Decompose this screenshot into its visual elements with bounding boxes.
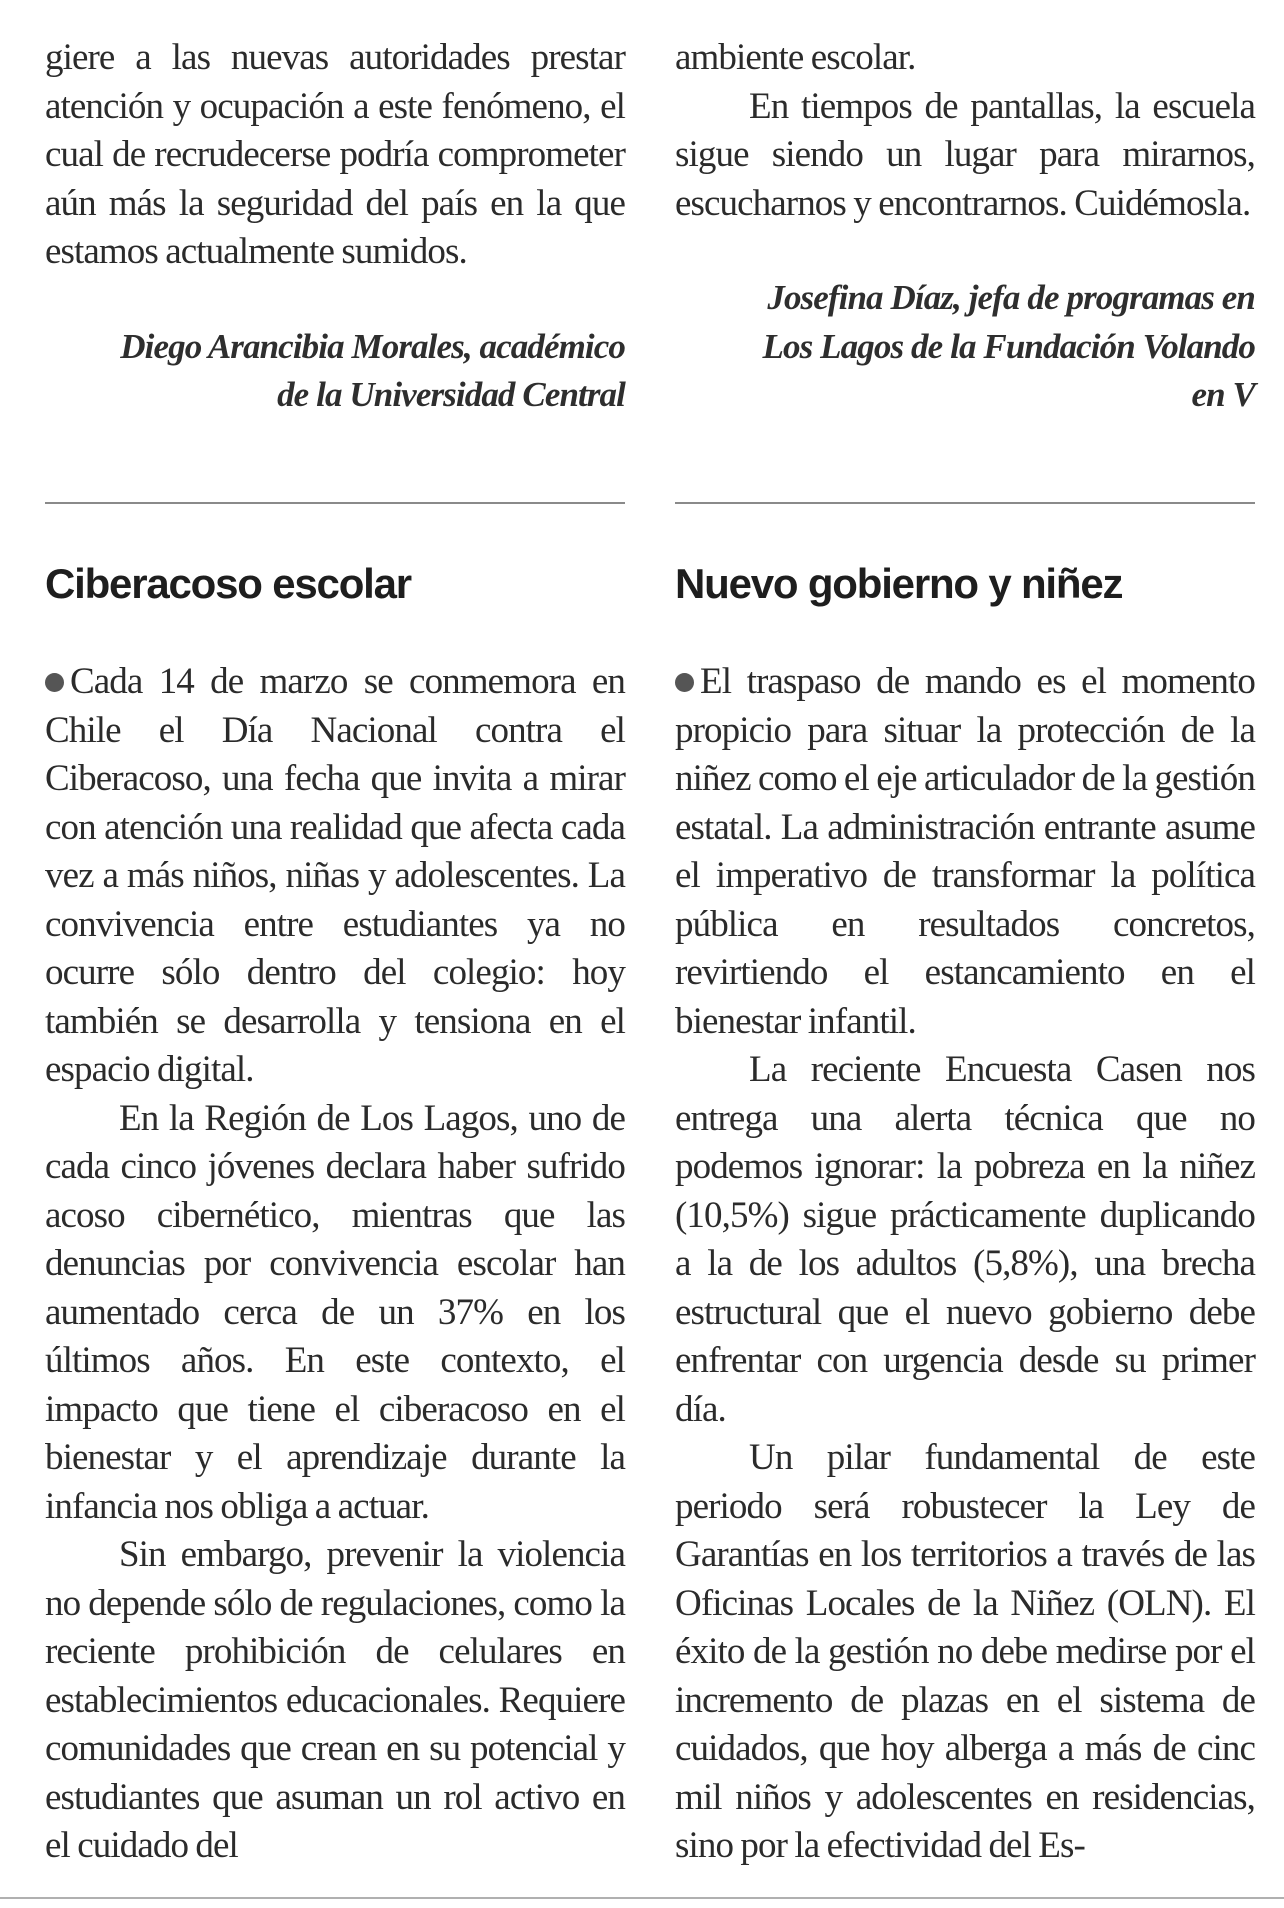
article-paragraph: En la Región de Los Lagos, uno de cada cinco jóvenes declara haber sufrido acoso cibernético, mientras que las denuncias por convivencia escolar han aumentado cerca de un 37% en los últimos años. En este contexto, el impacto que tiene el ciberacoso en el bienestar y el aprendizaje durante la infancia nos obliga a actuar. xyxy=(45,1097,625,1527)
section-divider-left xyxy=(45,502,625,504)
article-ciberacoso xyxy=(45,658,625,1871)
article-paragraph xyxy=(45,658,625,1095)
article-paragraph xyxy=(675,658,1255,1046)
signature-left-line2: de la Universidad Central xyxy=(277,375,625,414)
signature-right-line3: en V xyxy=(1191,375,1255,414)
previous-letter-left xyxy=(45,34,625,420)
article-paragraph-text: Cada 14 de marzo se conmemora en Chile el Día Nacional contra el Ciberacoso, una fecha que invita a mirar con atención una realidad que afecta cada vez a más niños, niñas y adolescentes. La convivencia entre estudiantes ya no ocurre sólo dentro del colegio: hoy también se desarrolla y tensiona en el espacio digital. xyxy=(45,661,625,1090)
page-bottom-border xyxy=(0,1897,1284,1899)
bullet-icon xyxy=(45,673,64,692)
previous-letter-right-paragraph: ambiente escolar. xyxy=(675,37,916,78)
section-divider-right xyxy=(675,502,1255,504)
article-paragraph: La reciente Encuesta Casen nos entrega una alerta técnica que no podemos ignorar: la pobreza en la niñez (10,5%) sigue prácticamente duplicando a la de los adultos (5,8%), una brecha estructural que el nuevo gobierno debe enfrentar con urgencia desde su primer día. xyxy=(675,1049,1255,1430)
previous-letter-right-paragraph: En tiempos de pantallas, la escuela sigue siendo un lugar para mirarnos, escucharnos y encontrarnos. Cuidémosla. xyxy=(675,85,1255,224)
article-nuevo-gobierno xyxy=(675,658,1255,1871)
signature-left-line1: Diego Arancibia Morales, académico xyxy=(120,326,625,366)
signature-right-line2: Los Lagos de la Fundación Volando xyxy=(762,326,1255,366)
article-paragraph-text: El traspaso de mando es el momento propicio para situar la protección de la niñez como el eje articulador de la gestión estatal. La administración entrante asume el imperativo de transformar la política pública en resultados concretos, revirtiendo el estancamiento en el bienestar infantil. xyxy=(675,661,1255,1042)
article-paragraph: Un pilar fundamental de este periodo será robustecer la Ley de Garantías en los territorios a través de las Oficinas Locales de la Niñez (OLN). El éxito de la gestión no debe medirse por el incremento de plazas en el sistema de cuidados, que hoy alberga a más de cinc mil niños y adolescentes en residencias, sino por la efectividad del Es- xyxy=(675,1437,1255,1866)
headline-ciberacoso: Ciberacoso escolar xyxy=(45,560,411,607)
signature-right-line1: Josefina Díaz, jefa de programas en xyxy=(767,278,1255,317)
article-paragraph: Sin embargo, prevenir la violencia no depende sólo de regulaciones, como la reciente prohibición de celulares en establecimientos educacionales. Requiere comunidades que crean en su potencial y estudiantes que asuman un rol activo en el cuidado del xyxy=(45,1534,625,1866)
headline-nuevo-gobierno: Nuevo gobierno y niñez xyxy=(675,560,1123,607)
bullet-icon xyxy=(675,673,694,692)
previous-letter-right xyxy=(675,34,1255,420)
previous-letter-left-paragraph: giere a las nuevas autoridades prestar atención y ocupación a este fenómeno, el cual de recrudecerse podría comprometer aún más la seguridad del país en la que estamos actualmente sumidos. xyxy=(45,37,625,272)
